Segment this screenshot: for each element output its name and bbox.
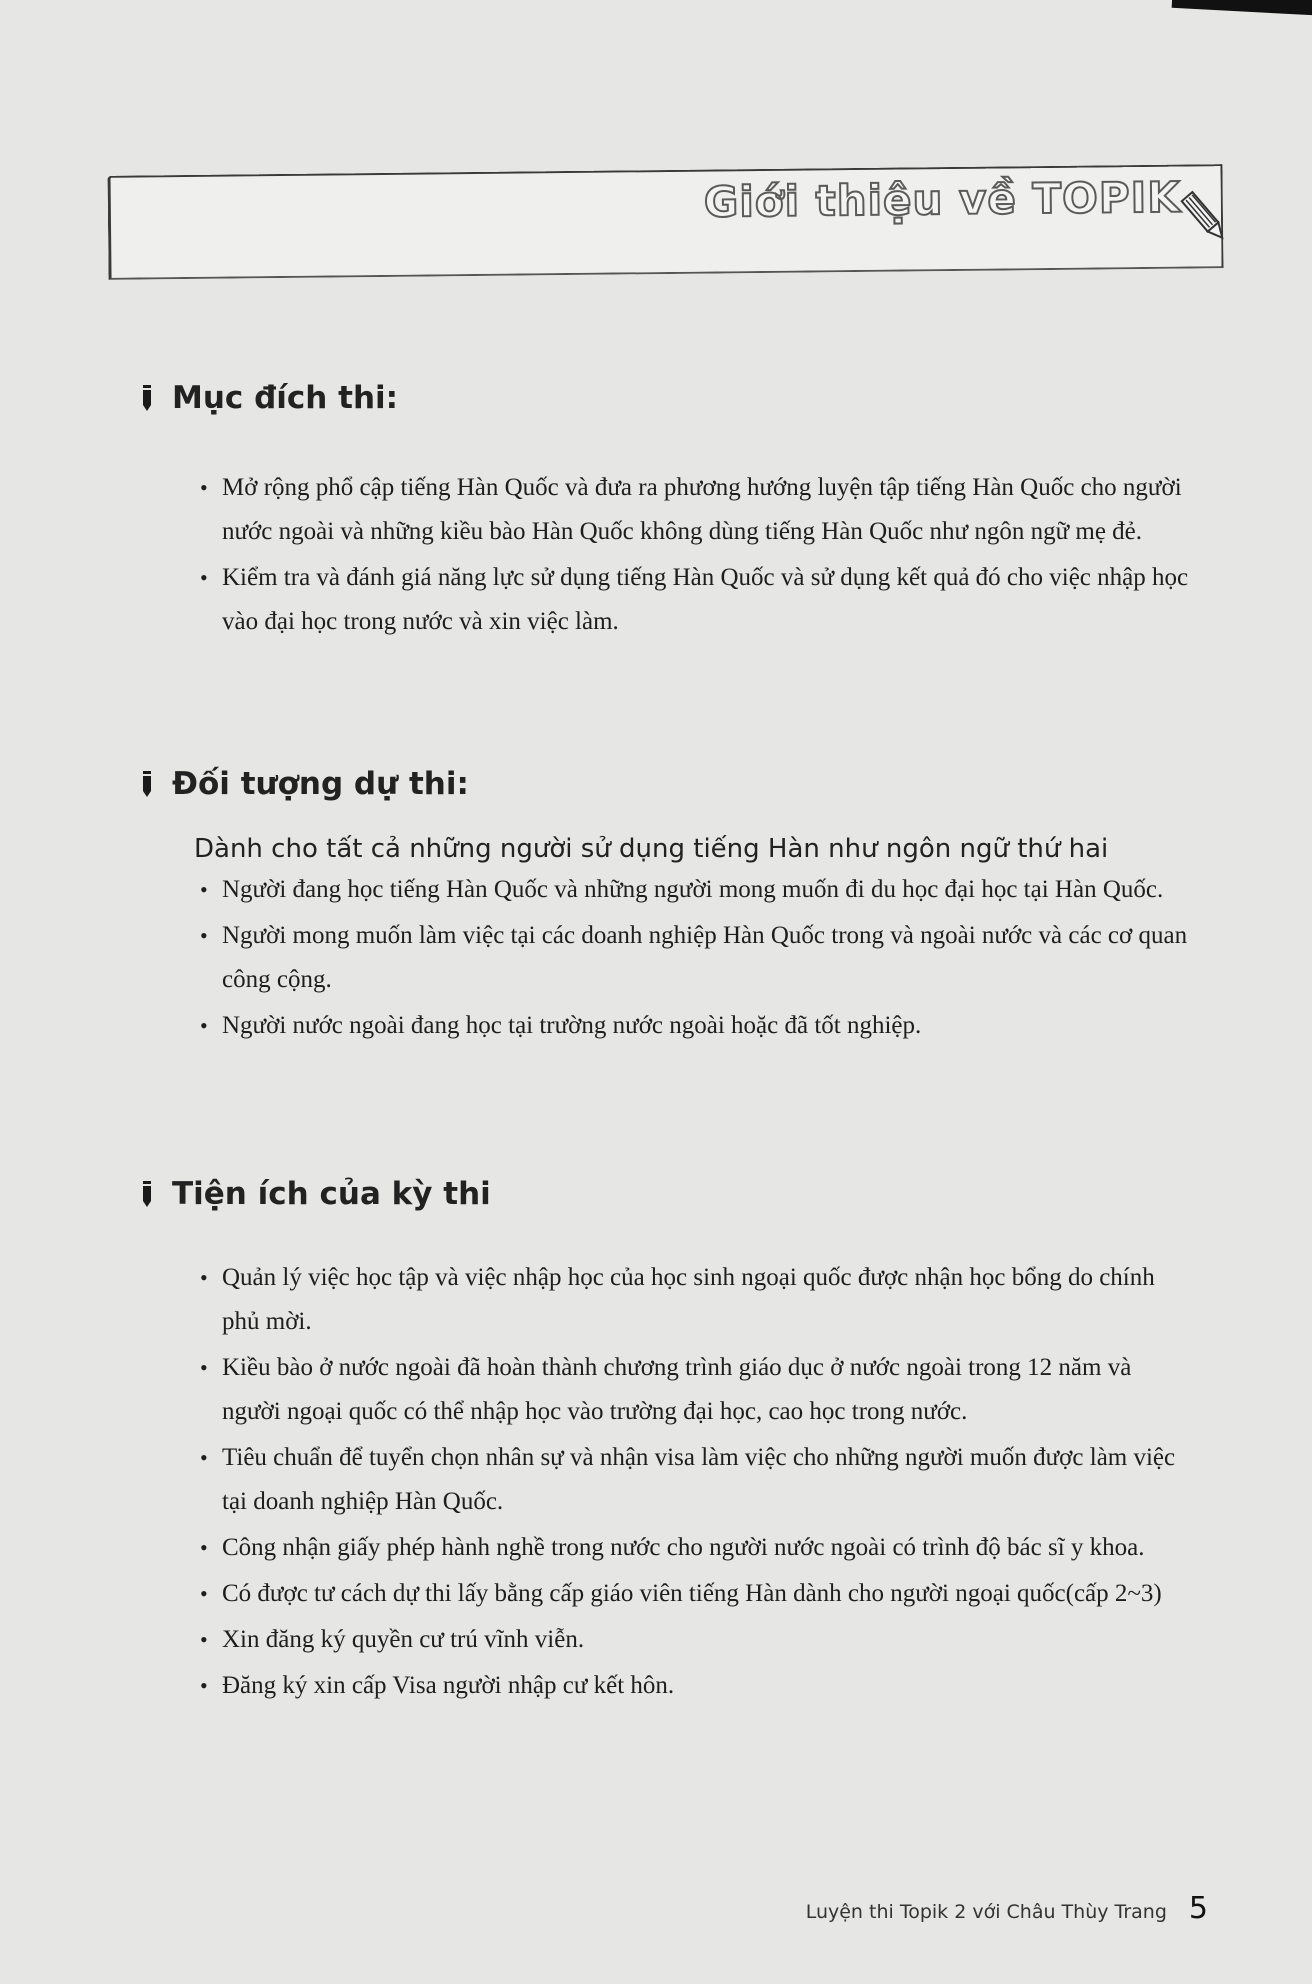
- section-heading: [140, 380, 1190, 416]
- pencil-bullet-icon: [140, 1181, 154, 1207]
- section-heading: [140, 1176, 1190, 1212]
- section-benefits: [140, 1176, 1190, 1710]
- page-title: Giới thiệu về TOPIK: [703, 172, 1182, 227]
- section-heading-text: Tiện ích của kỳ thi: [172, 1176, 491, 1212]
- page-edge: [1172, 0, 1312, 16]
- page-footer: [806, 1891, 1208, 1926]
- list-item: • Tiêu chuẩn để tuyển chọn nhân sự và nhận visa làm việc cho những người muốn được làm việc tại doanh nghiệp Hàn Quốc.: [200, 1436, 1190, 1524]
- pencil-bullet-icon: [140, 771, 154, 797]
- section-intro: Dành cho tất cả những người sử dụng tiếng Hàn như ngôn ngữ thứ hai: [194, 834, 1109, 864]
- section-heading-text: Mục đích thi:: [172, 380, 399, 416]
- list-item: • Công nhận giấy phép hành nghề trong nước cho người nước ngoài có trình độ bác sĩ y khoa.: [200, 1526, 1190, 1570]
- list-item: • Kiều bào ở nước ngoài đã hoàn thành chương trình giáo dục ở nước ngoài trong 12 năm và người ngoại quốc có thể nhập học vào trường đại học, cao học trong nước.: [200, 1346, 1190, 1434]
- item-list: [140, 466, 1190, 644]
- pencil-bullet-icon: [140, 385, 154, 411]
- section-heading-text: Đối tượng dự thi:: [172, 766, 469, 802]
- header-banner: [107, 164, 1223, 280]
- pencil-icon: [1179, 186, 1230, 247]
- list-item: • Có được tư cách dự thi lấy bằng cấp giáo viên tiếng Hàn dành cho người ngoại quốc(cấp 2~3): [200, 1572, 1190, 1616]
- list-item: • Xin đăng ký quyền cư trú vĩnh viễn.: [200, 1618, 1190, 1662]
- list-item: • Đăng ký xin cấp Visa người nhập cư kết hôn.: [200, 1664, 1190, 1708]
- list-item: • Kiểm tra và đánh giá năng lực sử dụng tiếng Hàn Quốc và sử dụng kết quả đó cho việc nhập học vào đại học trong nước và xin việc làm.: [200, 556, 1190, 644]
- section-heading: [140, 766, 1190, 802]
- list-item: • Người đang học tiếng Hàn Quốc và những người mong muốn đi du học đại học tại Hàn Quốc.: [200, 868, 1190, 912]
- item-list: [140, 1256, 1190, 1708]
- list-item: • Người nước ngoài đang học tại trường nước ngoài hoặc đã tốt nghiệp.: [200, 1004, 1190, 1048]
- section-purpose: [140, 380, 1190, 646]
- section-candidates: [140, 766, 1190, 1050]
- list-item: • Người mong muốn làm việc tại các doanh nghiệp Hàn Quốc trong và ngoài nước và các cơ quan công cộng.: [200, 914, 1190, 1002]
- footer-text: Luyện thi Topik 2 với Châu Thùy Trang: [805, 1901, 1167, 1923]
- list-item: • Quản lý việc học tập và việc nhập học của học sinh ngoại quốc được nhận học bổng do chính phủ mời.: [200, 1256, 1190, 1344]
- list-item: • Mở rộng phổ cập tiếng Hàn Quốc và đưa ra phương hướng luyện tập tiếng Hàn Quốc cho người nước ngoài và những kiều bào Hàn Quốc không dùng tiếng Hàn Quốc như ngôn ngữ mẹ đẻ.: [200, 466, 1190, 554]
- item-list: [140, 868, 1190, 1048]
- page-number: 5: [1188, 1891, 1208, 1926]
